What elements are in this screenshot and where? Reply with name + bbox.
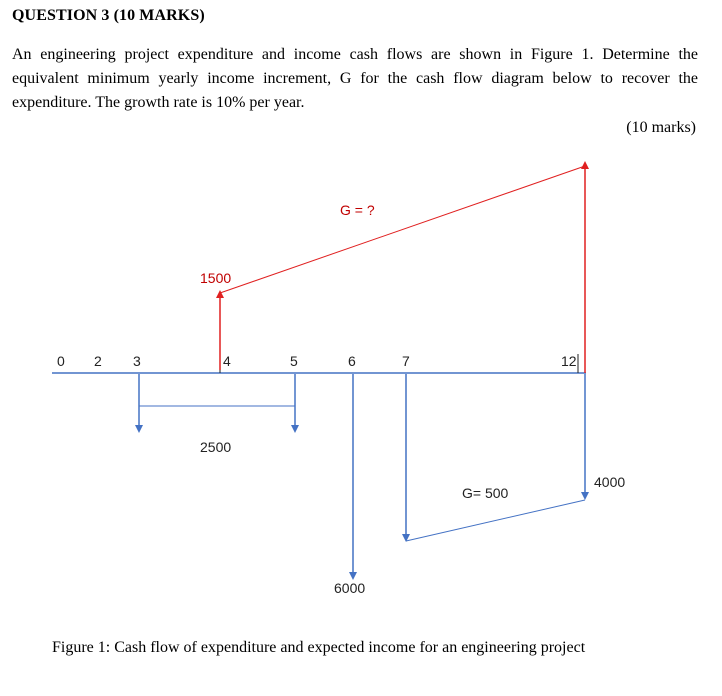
- tick-label-12: 12: [561, 353, 577, 369]
- expenditure-year12-label: 4000: [594, 474, 626, 490]
- tick-label-4: 4: [223, 353, 231, 369]
- income-gradient-label: G = ?: [340, 202, 375, 218]
- marks-label: (10 marks): [626, 119, 696, 136]
- tick-label-5: 5: [290, 353, 298, 369]
- tick-label-7: 7: [402, 353, 410, 369]
- tick-label-2: 2: [94, 353, 102, 369]
- income-amount-label: 1500: [200, 270, 232, 286]
- question-text: An engineering project expenditure and income cash flows are shown in Figure 1. Determine the equivalent minimum yearly income increment, G for the cash flow diagram below to recover the expenditure. The growth rate is 10% per year.: [12, 46, 698, 111]
- income-gradient-line: [220, 166, 585, 293]
- expenditure-uniform-label: 2500: [200, 439, 232, 455]
- expenditure-gradient-label: G= 500: [462, 485, 509, 501]
- expenditure-gradient-line: [406, 500, 585, 541]
- tick-label-6: 6: [348, 353, 356, 369]
- question-heading: QUESTION 3 (10 MARKS): [12, 7, 205, 24]
- figure-caption: Figure 1: Cash flow of expenditure and expected income for an engineering project: [52, 639, 586, 656]
- tick-label-0: 0: [57, 353, 65, 369]
- expenditure-year6-label: 6000: [334, 580, 366, 596]
- tick-label-3: 3: [133, 353, 141, 369]
